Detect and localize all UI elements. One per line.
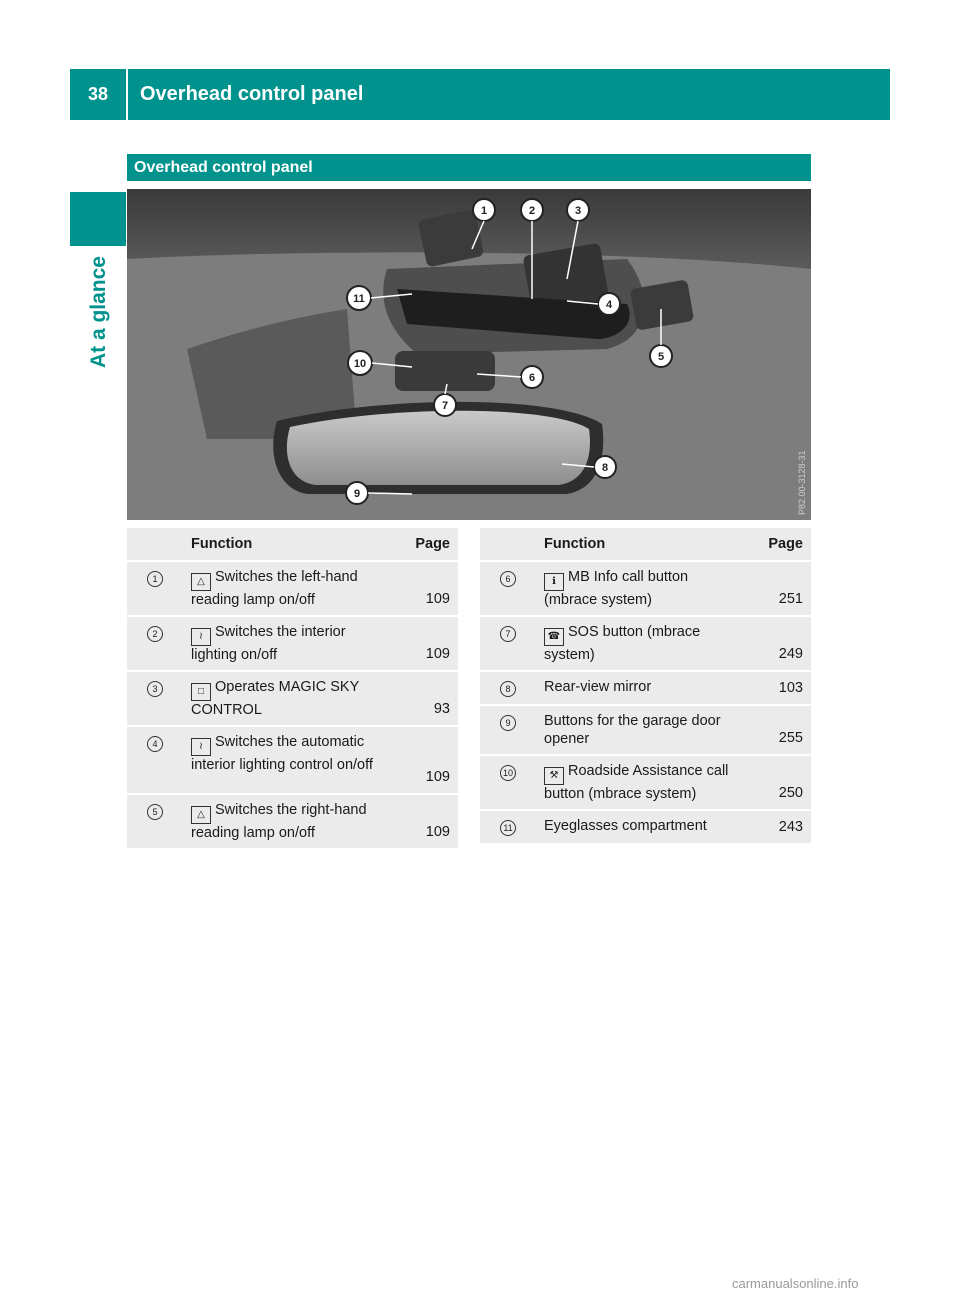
callout-1-label: 1 (480, 205, 488, 217)
callout-4-label: 4 (605, 299, 613, 311)
col-page: Page (743, 528, 811, 561)
table-row (480, 810, 811, 844)
item-number: 6 (500, 571, 516, 587)
function-text: Buttons for the garage door opener (544, 713, 721, 747)
table-row (127, 561, 458, 616)
callout-3-label: 3 (574, 205, 582, 217)
item-number: 2 (147, 626, 163, 642)
col-function: Function (536, 528, 743, 561)
info-call-icon: ℹ (544, 573, 564, 591)
col-number (480, 528, 536, 561)
page-ref: 109 (390, 794, 458, 849)
table-row (480, 705, 811, 755)
function-text: MB Info call button (mbrace system) (544, 569, 689, 608)
callout-11-label: 11 (353, 293, 365, 305)
page-title: Overhead control panel (140, 83, 364, 105)
item-number: 11 (500, 820, 516, 836)
table-row (480, 561, 811, 616)
callout-9-label: 9 (353, 488, 361, 500)
header-divider (126, 69, 128, 120)
item-number: 10 (500, 765, 516, 781)
page-ref: 93 (390, 671, 458, 726)
reading-lamp-icon: △ (191, 573, 211, 591)
callout-11 (347, 286, 371, 310)
page-ref: 251 (743, 561, 811, 616)
function-text: Operates MAGIC SKY CONTROL (191, 679, 359, 718)
callout-2 (521, 199, 543, 221)
function-text: Eyeglasses compartment (544, 818, 707, 834)
callout-10 (348, 351, 372, 375)
function-text: Switches the right-hand reading lamp on/off (191, 802, 367, 841)
function-table-left (127, 528, 458, 850)
function-table-right (480, 528, 811, 845)
page-ref: 109 (390, 726, 458, 794)
callout-5 (650, 345, 672, 367)
item-number: 7 (500, 626, 516, 642)
table-row (480, 616, 811, 671)
section-title: Overhead control panel (134, 159, 313, 176)
item-number: 3 (147, 681, 163, 697)
callout-8-label: 8 (601, 462, 609, 474)
callout-6-label: 6 (528, 372, 536, 384)
function-text: Roadside Assistance call button (mbrace system) (544, 763, 729, 802)
item-number: 5 (147, 804, 163, 820)
callout-7 (434, 394, 456, 416)
page-ref: 243 (743, 810, 811, 844)
chapter-label: At a glance (87, 256, 110, 369)
auto-interior-light-icon: ≀ (191, 738, 211, 756)
chapter-marker (70, 192, 126, 246)
reading-lamp-icon: △ (191, 806, 211, 824)
table-row (127, 726, 458, 794)
function-text: Switches the left-hand reading lamp on/off (191, 569, 358, 608)
function-text: Switches the interior lighting on/off (191, 624, 346, 663)
page-ref: 109 (390, 561, 458, 616)
item-number: 4 (147, 736, 163, 752)
magic-sky-icon: □ (191, 683, 211, 701)
item-number: 8 (500, 681, 516, 697)
photo-code: P82.00-3128-31 (797, 450, 807, 515)
callout-10-label: 10 (353, 358, 367, 370)
col-function: Function (183, 528, 390, 561)
callout-1 (473, 199, 495, 221)
table-row (480, 755, 811, 810)
callout-6 (521, 366, 543, 388)
page-ref: 103 (743, 671, 811, 705)
item-number: 1 (147, 571, 163, 587)
table-row (480, 671, 811, 705)
overhead-panel-photo (127, 189, 811, 520)
function-text: Switches the automatic interior lighting control on/off (191, 734, 373, 773)
callout-8 (594, 456, 616, 478)
footer-watermark: carmanualsonline.info (732, 1276, 859, 1291)
interior-light-icon: ≀ (191, 628, 211, 646)
table-row (127, 794, 458, 849)
page-number: 38 (87, 84, 109, 104)
col-page: Page (390, 528, 458, 561)
function-text: SOS button (mbrace system) (544, 624, 701, 663)
roadside-assistance-icon: ⚒ (544, 767, 564, 785)
callout-5-label: 5 (657, 351, 665, 363)
callout-7-label: 7 (441, 400, 449, 412)
callout-2-label: 2 (528, 205, 536, 217)
table-row (127, 671, 458, 726)
item-number: 9 (500, 715, 516, 731)
page-ref: 109 (390, 616, 458, 671)
col-number (127, 528, 183, 561)
page-ref: 249 (743, 616, 811, 671)
page-ref: 255 (743, 705, 811, 755)
function-text: Rear-view mirror (544, 679, 652, 695)
callout-9 (346, 482, 368, 504)
table-row (127, 616, 458, 671)
callout-3 (567, 199, 589, 221)
callout-4 (598, 293, 620, 315)
page-ref: 250 (743, 755, 811, 810)
sos-icon: ☎ (544, 628, 564, 646)
